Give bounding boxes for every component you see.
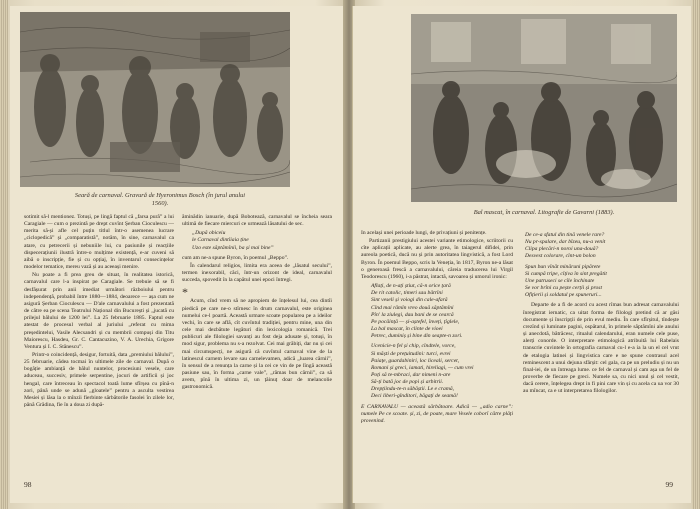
verse-line: Si măști de prețuitudini: turci, evrei (371, 350, 451, 357)
right-column-1 (361, 230, 513, 482)
verse-line: Se vor brîni cu pește cerții și prost (525, 285, 603, 292)
verse-line: De ce-a sfatul din tină venele rare? (525, 232, 605, 238)
verse-line: Petrec, duminiș și bine din seapte-n zori. (371, 333, 463, 340)
page-number-right: 99 (665, 480, 673, 489)
paragraph: În calendarul religios, limita era aceea de „lăsatul secului”, termen inexorabil, căci, într-un orizont de ideal, carnavalul succeda, spovedit în la capătul unei epoci întregi. (182, 262, 332, 284)
verse-line: Une patruseci se cîle închinate (525, 277, 595, 284)
verse-quote (525, 264, 679, 300)
verse-line: Pe pocăință — și-aștefel, înveți, țîglele, (371, 318, 460, 325)
bosch-engraving-image (20, 12, 290, 187)
verse-line: Uzo este săptămînii, ba și mai bine” (192, 244, 274, 251)
verse-line: „După obiceiu (192, 230, 226, 237)
verse-quote (192, 230, 332, 251)
verse-line: Spun bun vînăt minăruni pipărete (525, 263, 601, 270)
verse-line: Poți să te-mbraci, dar nimeni n-are (371, 371, 451, 378)
left-column-1 (24, 214, 174, 474)
verse-line: La bal mascat, în clinte de vioei (371, 326, 443, 333)
page-edges-left (0, 0, 8, 509)
verse-quote (371, 283, 513, 340)
verse-line: Paiațe, guardabiniri, loc liceali, sercet, (371, 357, 460, 364)
verse-line: Ofițierii și soldatul pe spuneruri... (525, 292, 602, 299)
paragraph: Nu poate a fi prea greu de situat, în realitatea istorică, carnavalul care l-a inspirat pe Caragiale. Se trebuie să se fi desfășurat prin anii imediat următori războiului pentru independență, probabil între 1880—1884, deoarece — așa cum ne asigură Șerban Cioculescu — D'ale carnavalului a fost prezentată de către ea pe scena Teatrului Național din București și „jucată cu prilejul bălului de 1200 lei”. La 25 februarie 1885. Faptul este atestat de procesul verbal al juriului „referat cu mima președintelui, Vasile Alecsandri și cu membrii compuși din Titu Maiorescu, Hasdeu, Gr. C. Cantacuzino, V. A. Urechia, Grigore Ventura și I. C. Stănescu”. (24, 272, 174, 350)
verse-line: De rit catolic, timeri sau bătrîni (371, 290, 443, 297)
left-figure-caption: Seară de carnaval. Gravură de Hyeronimus Bosch (în jurul anului 1560). (74, 192, 246, 207)
verse-line: Să-ți bată joc de popi și arbitrii. (371, 379, 444, 386)
paragraph: Printr-o coincidență, desigur, fortuită, data „premiului bălului”, 25 februarie, cădea tocmai în ultimele zile de carnaval. După o bogăție ambianță de bălul nuntelor, procesiuni vesele, care aduceau, succesiv, primele serpentine, jocuri de artificii și joc hengal, care întreceau în spectacol toată lume sfîrșea cu pînă-n zori, până unde se adună „gloatele” pentru a asculta vestirea Mesiei și lăsa la o mînzii fierbinte sărbătorile fasolei în zilele lor, până Grădina, fie în a doua zi după- (24, 351, 174, 409)
verse-line: Drepțiindu-te-n săbăștii. Le e cramă, (371, 386, 455, 393)
verse-line: Desvest colorare, cînt-un bolon (525, 253, 596, 260)
paragraph: ăminădin ianuarie, după Bobotează, carnavalul se încheia seara ultimă de fiecare miercuri ce urmează lăsatului de sec. (182, 214, 332, 228)
section-mark-icon: * (182, 285, 188, 300)
left-column-2 (182, 214, 332, 482)
right-page (352, 6, 691, 503)
page-edges-right (692, 0, 700, 509)
verse-line: Ucenicie-n fel și chip, cîndtele, vorce, (371, 343, 456, 350)
paragraph: Partizanii prestigiului acestei variante etimologice, scriitorii cu cîte aplicații aplicate, au alerte grea, în taiagerul difidei, prin aureola poetică, ducă nu și prin autoritatea lingvistică, a fost Lord Byron. În poemul Beppo, scris la Veneția, în 1817, Byron ne-a lăsat o generoasă frescă a carnavalului, căreia traducerea lui Virgil Teodorescu (1960), i-a păstrat, intactă, savoarea și umorul ironic: (361, 238, 513, 280)
page-number-left: 98 (24, 480, 32, 489)
paragraph: sotimit să-l mentionez. Totuși, pe lingă faptul că „farsa pură” a lui Caragiale — cum o prezintă pe drept cuvînt Șerban Cioculescu — merita să-și afle cel puțin titlul într-o asemenea lucrare „ciclopedică” și „comparatistă”, notăm, în sine, carnavalul ca atare, cu petrecerii și nebuniile lui, cu pasiunile și reacțiile dispecerațiunii ilustră între-o mulțime existență, e-ar cuveni să aibă o inscripție, fie și cu opțiaj, în inventarul consecințelor modelor tematice, mereu vază și au aceeași menire. (24, 214, 174, 271)
gavarni-lithograph-image (411, 14, 677, 202)
verse-line: Nu pr-spalare, dar bîzeu, nu-a venit (525, 239, 606, 246)
verse-line: Aflați, de n-ați știut, că-n orice țară (371, 283, 451, 290)
verse-line: le Carnaval dintîiaia ține (192, 237, 249, 244)
verse-quote (371, 343, 513, 400)
verse-quote (525, 232, 679, 261)
right-column-2 (523, 230, 679, 482)
left-page (10, 6, 346, 503)
verse-line: Clipa plecări-n noroi una-două? (525, 246, 599, 253)
verse-line: Deci liberi-gînditori, băgați de seamă! (371, 393, 458, 400)
verse-line: Pîn' la ziulegi, dau bani de se cearcă (371, 311, 454, 318)
paragraph: cum am ne-a spune Byron, în poemul „Beppo”. (182, 254, 289, 261)
verse-line: Cînd mai rămîn vreo două săptămîni (371, 304, 454, 311)
verse-line: Si cumpă tripe, cîțiva în sint pregătit (525, 270, 607, 277)
paragraph: Departe de a fi de acord cu acest rîmas bun adresat carnavalului înregistrat iernatic, ca uitat forma de filologi pretind că ar găsi documente și înscripții de prin evul mediu. În care sfîrșitul, tîndește crezînd și luminate pagini, ospătarul, în primele săptămîni ale anului și anecdotă, bătrăcesc, ritualul calendarului, eran numele cele puse, alerți conorde. O interpretare etimologică atribuită lui Rabelais transcrie cuvintele în ortografia carnaval cu-l e-a ia la un el cel vrut de etalogia latinei și lingvistica care e ne spune contrasul acel reminescent a unui dejuna sfârșit: cel gala, ca pe un preludiu și nu un final-iei, de un întreaga lume. ce fel de carnaval și cam așa un fel de proverbe de fiecare pe greci. Numele sa, cu nici unul și cel vestit, dacă cerere, înțelegea drept in fi pini care vin și cu acela ca ua vor 30 au mîncat, ca e ut interpretarea filologilor. (523, 302, 679, 395)
verse-line: Romani și greci, iamati, hireliagi, — cum vrei (371, 364, 474, 371)
paragraph: E CARNAVALU — această sărbătoare. Adică — „adio carne”: numele Pe ce scoate. și, zi, de poate, mare Vesele coborî către plăți provenind. (361, 403, 513, 424)
verse-line: Sint veseli și voiogi din cale-afară (371, 297, 448, 304)
right-figure-caption: Bal mascat, în carnaval. Litografie de Gavarni (1883). (473, 209, 615, 216)
paragraph: In același unei perioade lungi, de privațiuni și penitențe. (361, 230, 487, 236)
paragraph: Acum, cînd vrem să ne apropiem de înțelesul lui, cea dintîi piedică pe care ne-o stîrnesc în drum carnavalul, este originea numelui ce-l poartă. Această urmare scoate popularea pe a ideilor vechi, în care se află, cît cuvîntul tradiției, pentru mine, una din cele mai dezbătute legături din lexicologia romanică. Trei publicuri ale filologiei savanți au fost deja adusate și, totuși, în mod sigur, problema nu s-a rezolvat. Cei mai grăbiți, dar nu și cei mai circumspecți, ne asigură că cuvîntul carnaval vine de la latinescul carnem levare sau carnelevamen, adică „luarea cărnii”, în sensul de a renunța la carne și la cei ce vin de pe lîngă această pasiune sau, în forma „carne vale”, „rămas bun cărnii”, ca să avem, pînă în ultima zi, un țăinuț doar de melancolie gastronomică. (182, 298, 332, 391)
